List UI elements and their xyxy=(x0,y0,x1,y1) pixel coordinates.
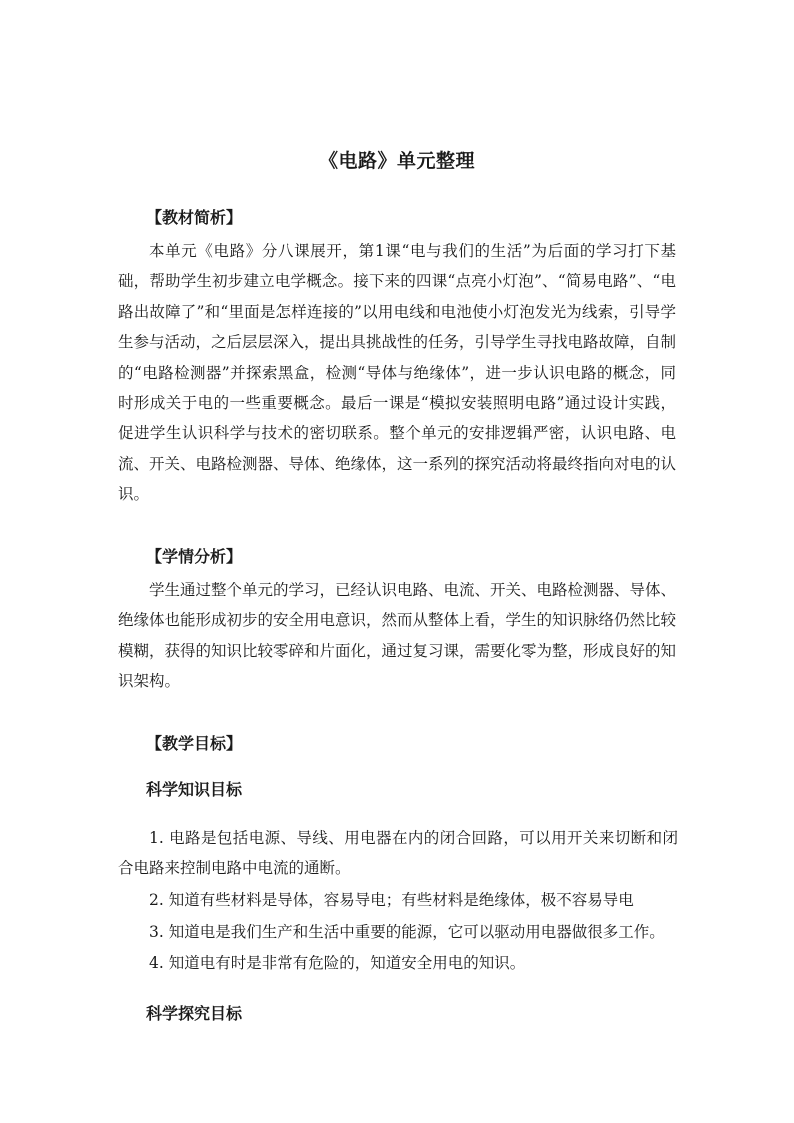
document-title: 《电路》单元整理 xyxy=(318,150,475,172)
knowledge-goal-item-2: 2. 知道有些材料是导体，容易导电；有些材料是绝缘体，极不容易导电 xyxy=(149,891,634,909)
knowledge-goal-item-4: 4. 知道电有时是非常有危险的，知道安全用电的知识。 xyxy=(149,954,526,972)
textbook-analysis-paragraph: 本单元《电路》分八课展开，第1课“电与我们的生活”为后面的学习打下基础，帮助学生初步建立电学概念。接下来的四课“点亮小灯泡”、“简易电路”、“电路出故障了”和“里面是怎样连接的”以用电线和电池使小灯泡发光为线索，引导学生参与活动，之后层层深入，提出具挑战性的任务，引导学生寻找电路故障，自制的“电路检测器”并探索黑盒，检测“导体与绝缘体”，进一步认识电路的概念，同时形成关于电的一些重要概念。最后一课是“模拟安装照明电路”通过设计实践，促进学生认识科学与技术的密切联系。整个单元的安排逻辑严密，认识电路、电流、开关、电路检测器、导体、绝缘体，这一系列的探究活动将最终指向对电的认识。 xyxy=(118,242,677,504)
section-heading-teaching-goals: 【教学目标】 xyxy=(146,734,243,753)
inquiry-goals-heading: 科学探究目标 xyxy=(146,1004,243,1023)
knowledge-goals-heading: 科学知识目标 xyxy=(146,780,243,799)
knowledge-goal-item-1: 1. 电路是包括电源、导线、用电器在内的闭合回路，可以用开关来切断和闭合电路来控制电路中电流的通断。 xyxy=(118,829,678,878)
section-heading-student-analysis: 【学情分析】 xyxy=(146,547,243,566)
student-analysis-paragraph: 学生通过整个单元的学习，已经认识电路、电流、开关、电路检测器、导体、绝缘体也能形成初步的安全用电意识，然而从整体上看，学生的知识脉络仍然比较模糊，获得的知识比较零碎和片面化，通过复习课，需要化零为整，形成良好的知识架构。 xyxy=(118,581,677,691)
section-heading-textbook-analysis: 【教材简析】 xyxy=(146,208,243,227)
knowledge-goal-item-3: 3. 知道电是我们生产和生活中重要的能源，它可以驱动用电器做很多工作。 xyxy=(149,923,665,941)
